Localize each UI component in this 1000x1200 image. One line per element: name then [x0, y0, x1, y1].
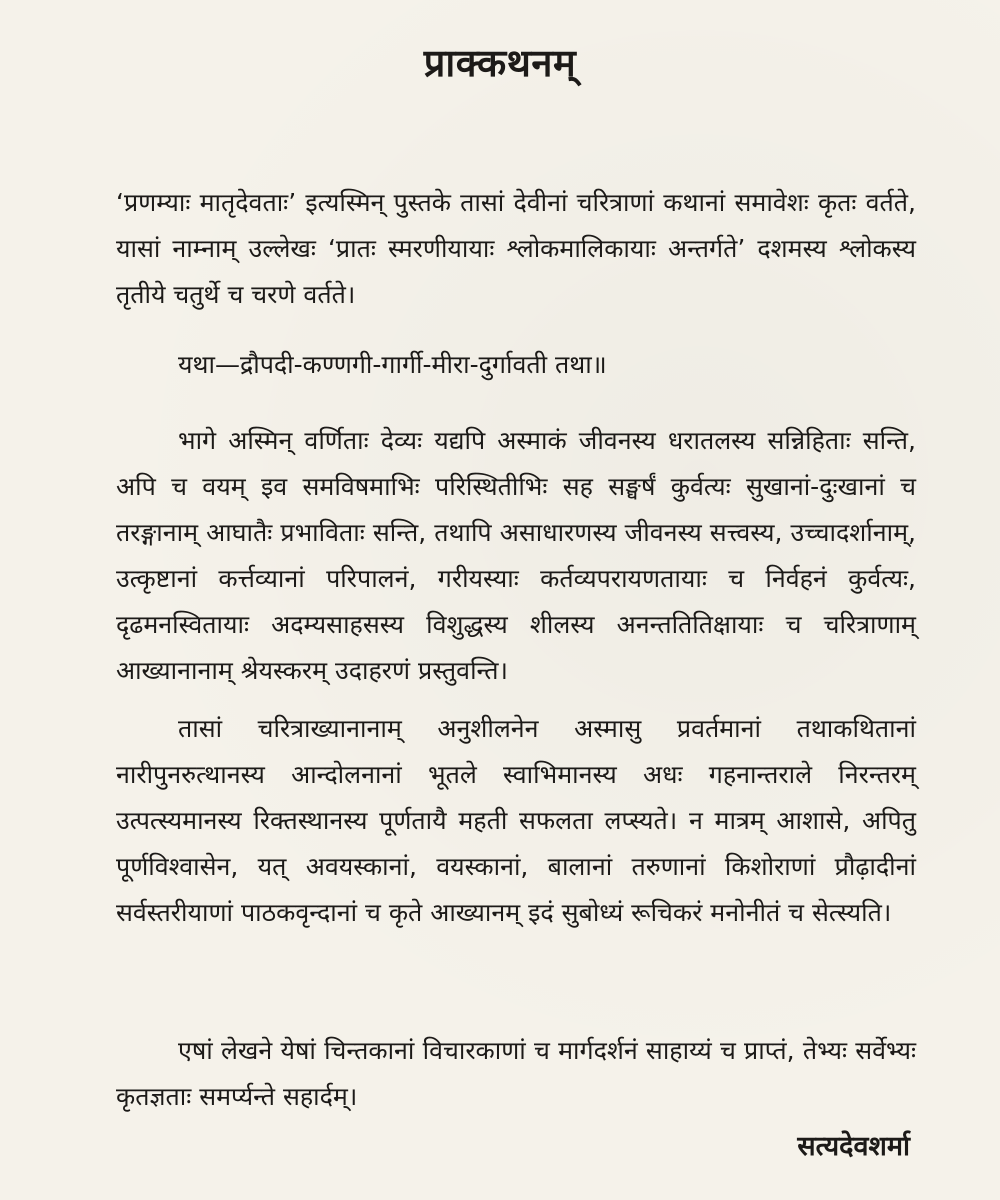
paragraph-4: तासां चरित्राख्यानानाम् अनुशीलनेन अस्मासु प्रवर्तमानां तथाकथितानां नारीपुनरुत्थानस्य आन्दोलनानां भूतले स्वाभिमानस्य अधः गहनान्तराले निरन्तरम् उत्पत्स्यमानस्य रिक्तस्थानस्य पूर्णतायै महती सफलता लप्स्यते। न मात्रम् आशासे, अपितु पूर्णविश्वासेन, यत् अवयस्कानां, वयस्कानां, बालानां तरुणानां किशोराणां प्रौढ़ादीनां सर्वस्तरीयाणां पाठकवृन्दानां च कृते आख्यानम् इदं सुबोध्यं रूचिकरं मनोनीतं च सेत्स्यति। [116, 714, 916, 927]
page-title: प्राक्कथनम् [423, 41, 577, 85]
paragraph-3: भागे अस्मिन् वर्णिताः देव्यः यद्यपि अस्माकं जीवनस्य धरातलस्य सन्निहिताः सन्ति, अपि च वयम् इव समविषमाभिः परिस्थितीभिः सह सङ्घर्षं कुर्वत्यः सुखानां-दुःखानां च तरङ्गानाम् आघातैः प्रभाविताः सन्ति, तथापि असाधारणस्य जीवनस्य सत्त्वस्य, उच्चादर्शानाम्, उत्कृष्टानां कर्त्तव्यानां परिपालनं, गरीयस्याः कर्तव्यपरायणतायाः च निर्वहनं कुर्वत्यः, दृढमनस्वितायाः अदम्यसाहसस्य विशुद्धस्य शीलस्य अनन्ततितिक्षायाः च चरित्राणाम् आख्यानानाम् श्रेयस्करम् उदाहरणं प्रस्तुवन्ति। [116, 426, 916, 685]
author-signature: सत्यदेवशर्मा [797, 1131, 910, 1162]
paragraph-5: एषां लेखने येषां चिन्तकानां विचारकाणां च मार्गदर्शनं साहाय्यं च प्राप्तं, तेभ्यः सर्वेभ्यः कृतज्ञताः समर्प्यन्ते सहार्दम्। [116, 1036, 916, 1111]
paragraph-1: ‘प्रणम्याः मातृदेवताः’ इत्यस्मिन् पुस्तके तासां देवीनां चरित्राणां कथानां समावेशः कृतः वर्तते, यासां नाम्नाम् उल्लेखः ‘प्रातः स्मरणीयायाः श्लोकमालिकायाः अन्तर्गते’ दशमस्य श्लोकस्य तृतीये चतुर्थे च चरणे वर्तते। [116, 188, 916, 309]
paragraph-2: यथा—द्रौपदी-कण्णगी-गार्गी-मीरा-दुर्गावती तथा॥ [178, 350, 607, 379]
